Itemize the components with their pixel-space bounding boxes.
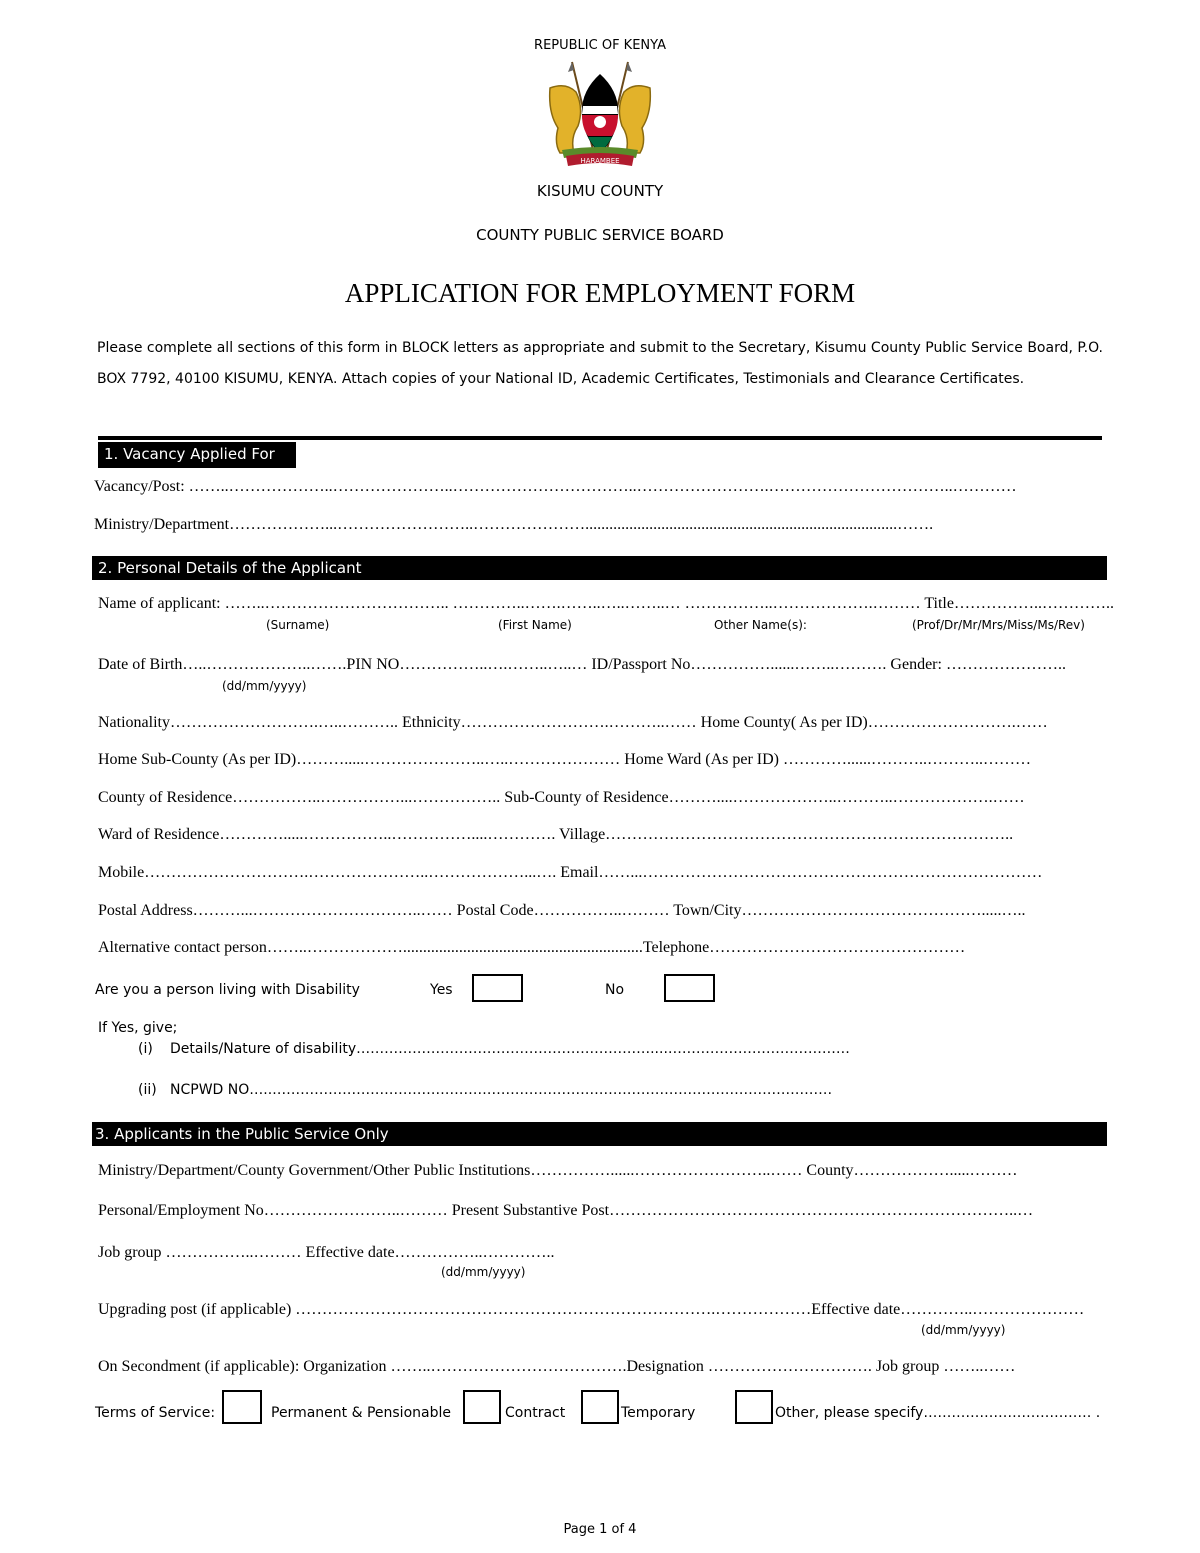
nationality-field[interactable]: Nationality……………………….…..……….. Ethnicity……………………….………..…… Home County( As per ID)……………………….…… xyxy=(98,714,1048,731)
other-names-hint: Other Name(s): xyxy=(714,618,807,632)
instructions-line-1: Please complete all sections of this form in BLOCK letters as appropriate and submit to the Secretary, Kisumu County Public Service Board, P.O. xyxy=(97,340,1103,356)
republic-heading: REPUBLIC OF KENYA xyxy=(534,38,666,53)
ncpwd-number-field[interactable]: NCPWD NO…..………………………………………………………………………………………………………… xyxy=(170,1082,833,1098)
job-group-field[interactable]: Job group ……………..……… Effective date……………..………….. xyxy=(98,1244,555,1261)
instructions-line-2: BOX 7792, 40100 KISUMU, KENYA. Attach copies of your National ID, Academic Certificates, Testimonials and Clearance Certificates. xyxy=(97,371,1025,387)
section-1-rule xyxy=(98,436,1102,440)
home-subcounty-field[interactable]: Home Sub-County (As per ID)……….....…………………..…..………………… Home Ward (As per ID) …………......………..………..……… xyxy=(98,751,1032,768)
disability-yes-checkbox[interactable] xyxy=(472,974,523,1002)
mobile-email-field[interactable]: Mobile………………………….…………………..………………...…. Email……...………………………………………………………………… xyxy=(98,864,1043,881)
disability-no-checkbox[interactable] xyxy=(664,974,715,1002)
if-yes-label: If Yes, give; xyxy=(98,1020,178,1036)
secondment-field[interactable]: On Secondment (if applicable): Organization ……..……………………………….Designation …………………………. Job group ……..…… xyxy=(98,1358,1016,1375)
residence-field[interactable]: County of Residence……………..……………...…………….. Sub-County of Residence………....………………..………..……………….…… xyxy=(98,789,1025,806)
section-1-heading: 1. Vacancy Applied For xyxy=(98,442,296,468)
temporary-checkbox[interactable] xyxy=(581,1390,619,1424)
ministry-field[interactable]: Ministry/Department………………...……………………..…………………..............................................................................……. xyxy=(94,516,934,533)
detail-ii-number: (ii) xyxy=(138,1082,157,1098)
section-3-heading: 3. Applicants in the Public Service Only xyxy=(92,1122,1107,1146)
first-name-hint: (First Name) xyxy=(498,618,572,632)
ward-village-field[interactable]: Ward of Residence………….....……………..……………....…………. Village………………………………………………………………….. xyxy=(98,826,1014,843)
page-number: Page 1 of 4 xyxy=(563,1522,637,1537)
board-heading: COUNTY PUBLIC SERVICE BOARD xyxy=(476,226,724,244)
other-checkbox[interactable] xyxy=(735,1390,773,1424)
temporary-label: Temporary xyxy=(621,1405,696,1421)
terms-of-service-label: Terms of Service: xyxy=(95,1405,216,1421)
employment-number-field[interactable]: Personal/Employment No……………………..……… Present Substantive Post…………………………………………………………………..… xyxy=(98,1202,1034,1219)
dob-hint: (dd/mm/yyyy) xyxy=(222,679,307,693)
county-heading: KISUMU COUNTY xyxy=(536,182,664,200)
upgrading-post-field[interactable]: Upgrading post (if applicable) …………………………………………………………………….………………Effective date…………..………………… xyxy=(98,1301,1085,1318)
upgrading-date-hint: (dd/mm/yyyy) xyxy=(921,1323,1006,1337)
vacancy-field[interactable]: Vacancy/Post: ……..………………..…………………..……………………………..…………………….……………………………..………… xyxy=(94,478,1017,495)
coat-of-arms-logo xyxy=(544,58,656,170)
disability-details-field[interactable]: Details/Nature of disability………………………………………………………....………………………………… xyxy=(170,1041,850,1057)
postal-address-field[interactable]: Postal Address………...…………………………..…… Postal Code……………..……… Town/City……………………………………….....….. xyxy=(98,902,1026,919)
permanent-label: Permanent & Pensionable xyxy=(271,1405,451,1421)
dob-pin-id-gender-field[interactable]: Date of Birth…..………………..…….PIN NO……………..….……..…..… ID/Passport No……………......……..………. Gender: ………………….. xyxy=(98,656,1066,673)
public-institution-field[interactable]: Ministry/Department/County Government/Other Public Institutions……………......……………………..…… County……………….....……… xyxy=(98,1162,1018,1179)
detail-i-number: (i) xyxy=(138,1041,153,1057)
effective-date-hint: (dd/mm/yyyy) xyxy=(441,1265,526,1279)
disability-question: Are you a person living with Disability xyxy=(95,982,360,998)
alternative-contact-field[interactable]: Alternative contact person……..………………............................................................Telephone………………………………………… xyxy=(98,939,966,956)
surname-hint: (Surname) xyxy=(266,618,330,632)
disability-yes-label: Yes xyxy=(430,982,453,998)
permanent-checkbox[interactable] xyxy=(222,1390,262,1424)
other-specify-field[interactable]: Other, please specify……………………………… . xyxy=(775,1405,1101,1421)
applicant-name-field[interactable]: Name of applicant: ……..…………………………….. …………..…….……..…..……..… ……………..……………….……… Title……………..………….. xyxy=(98,595,1114,612)
disability-no-label: No xyxy=(605,982,625,998)
contract-checkbox[interactable] xyxy=(463,1390,501,1424)
title-hint: (Prof/Dr/Mr/Mrs/Miss/Ms/Rev) xyxy=(912,618,1085,632)
page-title: APPLICATION FOR EMPLOYMENT FORM xyxy=(344,278,856,308)
section-2-heading: 2. Personal Details of the Applicant xyxy=(92,556,1107,580)
crest-motto: HARAMBEE xyxy=(580,157,620,165)
contract-label: Contract xyxy=(505,1405,566,1421)
